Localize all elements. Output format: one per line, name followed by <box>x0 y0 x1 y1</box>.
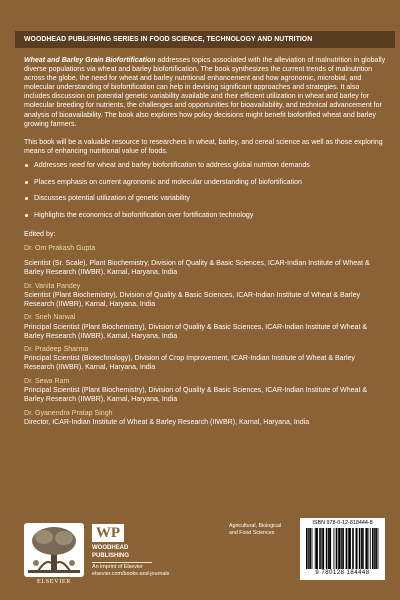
resource-paragraph: This book will be a valuable resource to researchers in wheat, barley, and cereal science as well as those exploring means of enhancing nutritional value of foods. <box>24 138 383 155</box>
isbn-barcode <box>300 518 385 580</box>
series-title-bar <box>15 31 395 48</box>
editor-affiliation: Scientist (Sr. Scale), Plant Biochemistry, Division of Quality & Basic Sciences, ICAR-Indian Institute of Wheat & Barley Research (IIWBR), Karnal, Haryana, India <box>24 260 370 277</box>
barcode-bar <box>330 528 331 569</box>
editor-entry <box>24 345 386 372</box>
feature-list <box>24 161 386 220</box>
barcode-bar <box>326 528 328 569</box>
barcode-bar <box>372 528 374 569</box>
editor-name: Dr. Gyanendra Pratap Singh <box>24 409 113 417</box>
feature-item: Highlights the economics of biofortification over fortification technology <box>24 211 386 220</box>
editor-name: Dr. Pradeep Sharma <box>24 346 89 354</box>
intro-paragraph <box>24 56 386 129</box>
barcode-bar <box>308 528 309 569</box>
editor-name: Dr. Vanita Pandey <box>24 282 81 290</box>
barcode-bar <box>352 528 354 569</box>
barcode-bar <box>374 528 375 569</box>
edited-by-label: Edited by: <box>24 230 56 238</box>
barcode-bar <box>362 528 364 569</box>
editor-affiliation: Principal Scientist (Plant Biochemistry), Division of Quality & Basic Sciences, ICAR-Indian Institute of Wheat & Barley Research (IIWBR), Karnal, Haryana, India <box>24 387 368 404</box>
isbn-text: ISBN 978-0-12-818444-8 <box>312 520 373 526</box>
barcode-icon <box>306 528 379 569</box>
editor-entry <box>24 377 386 404</box>
elsevier-tree-logo-icon <box>24 523 84 577</box>
imprint-text <box>92 564 169 578</box>
woodhead-name-line: PUBLISHING <box>92 552 130 559</box>
barcode-bar <box>342 528 344 569</box>
barcode-bar <box>319 528 321 569</box>
elsevier-label: ELSEVIER <box>36 578 71 585</box>
feature-item: Addresses need for wheat and barley biofortification to address global nutrition demands <box>24 161 386 170</box>
barcode-bar <box>346 528 348 569</box>
barcode-bar <box>338 528 339 569</box>
imprint-line: An imprint of Elsevier <box>92 564 143 570</box>
editor-name: Dr. Sewa Ram <box>24 378 70 386</box>
editor-entry <box>24 409 386 427</box>
barcode-bar <box>321 528 322 569</box>
series-title: WOODHEAD PUBLISHING SERIES IN FOOD SCIENCE, TECHNOLOGY AND NUTRITION <box>24 36 313 43</box>
editor-entry <box>24 313 386 340</box>
editor-affiliation: Director, ICAR-Indian Institute of Wheat & Barley Research (IIWBR), Karnal, Haryana, India <box>24 418 310 426</box>
barcode-bar <box>315 528 316 569</box>
barcode-bar <box>336 528 338 569</box>
editor-name: Dr. Sneh Narwal <box>24 314 76 322</box>
category-line: Agricultural, Biological <box>229 523 282 529</box>
barcode-bar <box>368 528 369 569</box>
barcode-bar <box>370 528 371 569</box>
barcode-bar <box>361 528 362 569</box>
barcode-bar <box>323 528 325 569</box>
feature-item: Places emphasis on current agronomic and molecular understanding of biofortification <box>24 178 386 187</box>
barcode-bar <box>357 528 358 569</box>
imprint-url: elsevier.com/books-and-journals <box>92 571 170 578</box>
barcode-bar <box>339 528 341 569</box>
woodhead-name <box>92 545 129 560</box>
barcode-number: 9 780128 184448 <box>315 570 370 576</box>
barcode-bar <box>350 528 351 569</box>
category-line: and Food Sciences <box>229 529 275 536</box>
editor-entry <box>24 244 386 277</box>
barcode-bar <box>348 528 349 569</box>
feature-item: Discusses potential utilization of genetic variability <box>24 194 386 203</box>
barcode-bar <box>328 528 329 569</box>
editor-entry <box>24 282 386 309</box>
barcode-bar <box>367 528 368 569</box>
barcode-bar <box>359 528 361 569</box>
barcode-bar <box>312 528 313 569</box>
intro-text: addresses topics associated with the alleviation of malnutrition in globally diverse populations via wheat and barley biofortification. The book synthesizes the current trends of malnutrition across the globe, the need for wheat and barley nutritional enhancement and how agronomic, microbial, and molecular understanding of biofortification can help in devising significant approaches and strategies. It also includes discussion on potential genetic variability available and their efficient utilization in wheat and barley for molecular breeding for nutrients, the challenges and opportunities for bioavailability, and technical advancement for analysis of bioavailability. The book also explores how policy decisions might benefit biofortified wheat and barley growing farmers. <box>24 57 386 128</box>
book-title: Wheat and Barley Grain Biofortification <box>24 57 156 64</box>
editor-name: Dr. Om Prakash Gupta <box>24 244 96 252</box>
editor-affiliation: Scientist (Plant Biochemistry), Division of Quality & Basic Sciences, ICAR-Indian Institute of Wheat & Barley Research (IIWBR), Karnal, Haryana, India <box>24 291 361 308</box>
barcode-bar <box>306 528 308 569</box>
barcode-bar <box>317 528 318 569</box>
editor-affiliation: Principal Scientist (Biotechnology), Division of Crop Improvement, ICAR-Indian Institute of Wheat & Barley Research (IIWBR), Karnal, Haryana, India <box>24 355 355 372</box>
barcode-bar <box>334 528 335 569</box>
woodhead-logo-icon: WP <box>92 524 124 542</box>
divider <box>92 562 152 563</box>
barcode-bar <box>378 528 379 569</box>
barcode-bar <box>309 528 311 569</box>
barcode-bar <box>375 528 377 569</box>
barcode-bar <box>341 528 342 569</box>
cover-content <box>24 56 386 427</box>
woodhead-name-line: WOODHEAD <box>92 545 129 551</box>
editor-affiliation: Principal Scientist (Plant Biochemistry), Division of Quality & Basic Sciences, ICAR-Indian Institute of Wheat & Barley Research (IIWBR), Karnal, Haryana, India <box>24 323 368 340</box>
subject-category <box>229 523 299 536</box>
